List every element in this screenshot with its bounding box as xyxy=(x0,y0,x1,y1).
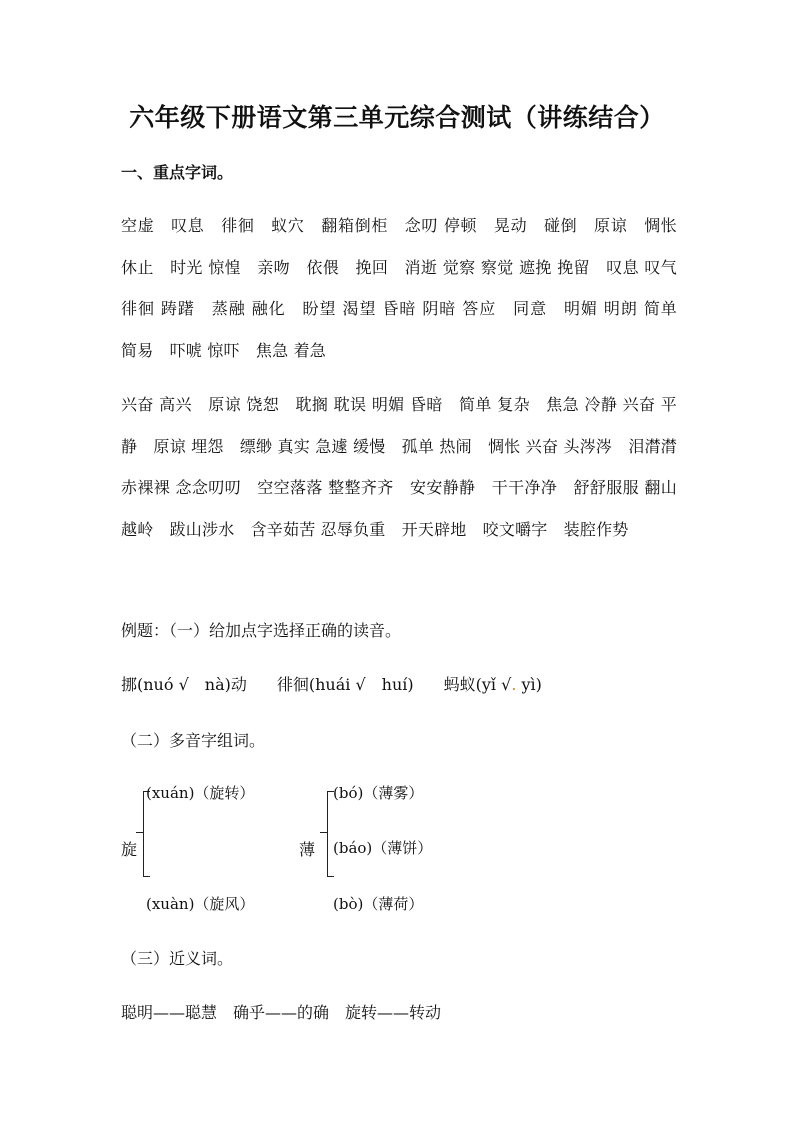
polyphone-char-2: 薄 xyxy=(299,840,316,859)
polyphone-2-reading-bottom: (bò)（薄荷） xyxy=(333,895,424,913)
pronunciation-item-1: 挪(nuó √ nà)动 xyxy=(121,675,247,694)
synonym-list: 聪明——聪慧 确乎——的确 旋转——转动 xyxy=(121,1003,442,1022)
example-pronunciation-line xyxy=(121,672,542,695)
page-title: 六年级下册语文第三单元综合测试（讲练结合） xyxy=(129,103,665,132)
highlight-dot: . xyxy=(511,675,517,694)
polyphone-char-1: 旋 xyxy=(121,840,138,859)
pronunciation-item-3: 蚂蚁(yǐ √. yì) xyxy=(443,675,542,694)
polyphone-1-reading-top: (xuán)（旋转） xyxy=(146,784,255,802)
polyphone-1-reading-bottom: (xuàn)（旋风） xyxy=(146,895,255,913)
synonym-heading: （三）近义词。 xyxy=(121,949,234,968)
brace-tick-2 xyxy=(320,832,327,839)
brace-tick-1 xyxy=(136,832,143,839)
brace-left-1 xyxy=(143,791,150,877)
section-heading-key-words: 一、重点字词。 xyxy=(121,163,234,182)
polyphone-heading: （二）多音字组词。 xyxy=(121,731,266,750)
polyphone-2-reading-top: (bó)（薄雾） xyxy=(333,784,424,802)
pronunciation-item-2: 徘徊(huái √ huí) xyxy=(276,675,414,694)
brace-left-2 xyxy=(327,791,334,877)
word-list-1: 空虚 叹息 徘徊 蚁穴 翻箱倒柜 念叨 停顿 晃动 碰倒 原谅 惆怅 休止 时光 惊惶 亲吻 依偎 挽回 消逝 觉察 察觉 遮挽 挽留 叹息 叹气 徘徊 踌躇 蒸融 融化 盼望 渴望 昏暗 阴暗 答应 同意 明媚 明朗 简单 简易 吓唬 惊吓 焦急 着急 xyxy=(121,216,694,360)
example-heading: 例题：（一）给加点字选择正确的读音。 xyxy=(121,621,402,640)
polyphone-2-reading-mid: (báo)（薄饼） xyxy=(333,839,433,857)
word-list-2: 兴奋 高兴 原谅 饶恕 耽搁 耽误 明媚 昏暗 简单 复杂 焦急 冷静 兴奋 平静 原谅 埋怨 缥缈 真实 急遽 缓慢 孤单 热闹 惆怅 兴奋 头涔涔 泪潸潸 赤裸裸 念念叨叨 空空落落 整整齐齐 安安静静 干干净净 舒舒服服 翻山越岭 跋山涉水 含辛茹苦 忍辱负重 开天辟地 咬文嚼字 装腔作势 xyxy=(121,395,694,539)
